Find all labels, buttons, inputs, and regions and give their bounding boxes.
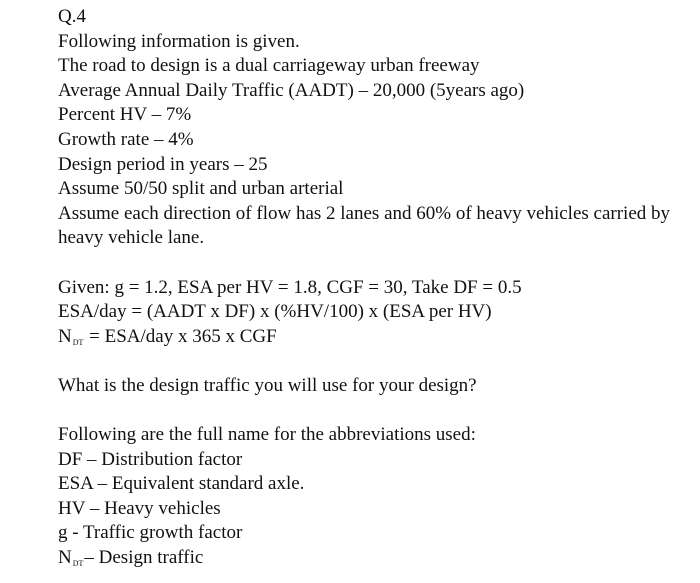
- ndt-formula-line: [58, 325, 688, 350]
- esa-formula-line: ESA/day = (AADT x DF) x (%HV/100) x (ESA per HV): [58, 301, 492, 323]
- question-document: [58, 5, 688, 571]
- given-values-line: Given: g = 1.2, ESA per HV = 1.8, CGF = 30, Take DF = 0.5: [58, 276, 522, 298]
- abbreviations-heading: Following are the full name for the abbreviations used:: [58, 424, 476, 446]
- ndt-subscript: DT: [72, 337, 84, 347]
- spacer: [58, 399, 688, 424]
- prompt-line: What is the design traffic you will use for your design?: [58, 374, 477, 396]
- spacer: [58, 251, 688, 276]
- lanes-line: Assume each direction of flow has 2 lanes and 60% of heavy vehicles carried by heavy vehicle lane.: [58, 202, 671, 249]
- abbr-g: g - Traffic growth factor: [58, 522, 243, 544]
- growth-rate-line: Growth rate – 4%: [58, 128, 194, 150]
- percent-hv-line: Percent HV – 7%: [58, 104, 192, 126]
- split-line: Assume 50/50 split and urban arterial: [58, 178, 344, 200]
- abbr-ndt-subscript: DT: [72, 559, 84, 569]
- abbr-hv: HV – Heavy vehicles: [58, 497, 221, 519]
- intro-line: Following information is given.: [58, 30, 300, 52]
- aadt-line: Average Annual Daily Traffic (AADT) – 20,000 (5years ago): [58, 79, 525, 101]
- abbr-ndt: [58, 546, 688, 571]
- abbr-df: DF – Distribution factor: [58, 448, 243, 470]
- abbr-esa: ESA – Equivalent standard axle.: [58, 473, 305, 495]
- design-period-line: Design period in years – 25: [58, 153, 268, 175]
- abbr-ndt-definition: – Design traffic: [84, 547, 204, 569]
- abbr-ndt-symbol: N: [58, 547, 72, 569]
- question-number: Q.4: [58, 6, 86, 27]
- road-line: The road to design is a dual carriageway urban freeway: [58, 55, 480, 77]
- ndt-formula-text: = ESA/day x 365 x CGF: [84, 325, 277, 347]
- spacer: [58, 349, 688, 374]
- ndt-symbol: N: [58, 325, 72, 347]
